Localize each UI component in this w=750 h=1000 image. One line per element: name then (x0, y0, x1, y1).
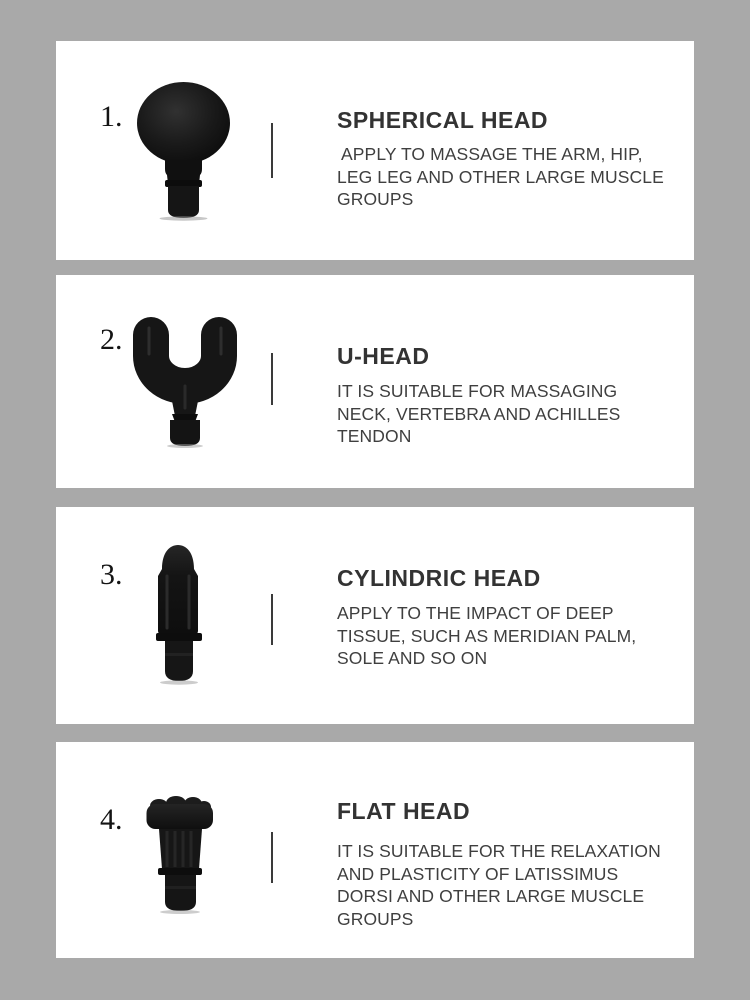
cylindric-head-image (156, 543, 204, 685)
spherical-head-icon (134, 79, 240, 221)
item-number: 1. (100, 100, 123, 133)
card-spherical-head (56, 41, 694, 260)
item-description (337, 840, 661, 930)
vertical-divider (271, 832, 273, 883)
item-title: CYLINDRIC HEAD (337, 565, 541, 591)
u-head-icon (132, 312, 238, 448)
description-line: AND PLASTICITY OF LATISSIMUS (337, 863, 619, 884)
item-description (337, 380, 620, 448)
vertical-divider (271, 123, 273, 178)
description-line: TENDON (337, 426, 412, 447)
item-number: 2. (100, 323, 123, 356)
description-line: APPLY TO MASSAGE THE ARM, HIP, (337, 144, 643, 164)
u-head-image (132, 312, 238, 448)
description-line: GROUPS (337, 189, 414, 210)
flat-head-icon (146, 796, 214, 914)
item-description (337, 143, 664, 211)
description-line: NECK, VERTEBRA AND ACHILLES (337, 403, 621, 424)
item-description (337, 602, 636, 670)
description-line: IT IS SUITABLE FOR THE RELAXATION (337, 841, 661, 861)
item-title: U-HEAD (337, 343, 430, 369)
card-cylindric-head (56, 507, 694, 724)
item-number: 3. (100, 558, 123, 591)
vertical-divider (271, 594, 273, 645)
cylindric-head-icon (156, 543, 204, 685)
description-line: TISSUE, SUCH AS MERIDIAN PALM, (337, 625, 637, 646)
item-number: 4. (100, 803, 123, 836)
description-line: APPLY TO THE IMPACT OF DEEP (337, 603, 614, 623)
description-line: SOLE AND SO ON (337, 648, 488, 669)
description-line: DORSI AND OTHER LARGE MUSCLE (337, 886, 645, 907)
description-line: LEG LEG AND OTHER LARGE MUSCLE (337, 166, 664, 187)
card-flat-head (56, 742, 694, 958)
vertical-divider (271, 353, 273, 405)
flat-head-image (146, 796, 214, 914)
item-title: FLAT HEAD (337, 798, 471, 824)
description-line: GROUPS (337, 908, 414, 929)
item-title: SPHERICAL HEAD (337, 107, 549, 133)
spherical-head-image (134, 79, 240, 221)
description-line: IT IS SUITABLE FOR MASSAGING (337, 381, 618, 401)
card-u-head (56, 275, 694, 488)
